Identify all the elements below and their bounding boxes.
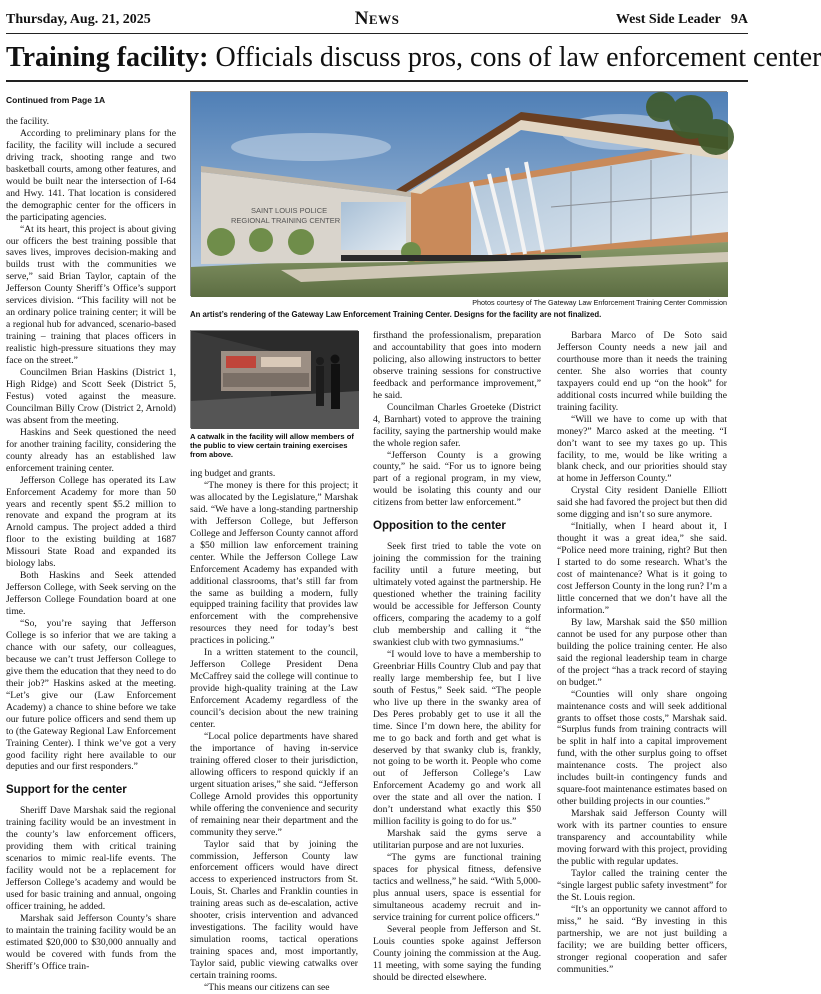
body-paragraph: “Local police departments have shared the importance of having in-service training offered closer to their jurisdiction, allowing officers to respond quickly if an urgent situation arises,” she said. “Jefferson College Arnold provides this opportunity while offering the convenience and security of remaining near their department and the community they serve.” <box>190 730 358 838</box>
body-paragraph: “I would love to have a membership to Greenbriar Hills Country Club and pay that really large membership fee, but I live south of Festus,” Seek said. “The people who live up there in the swanky area of Des Peres probably get to use it all the time. Since I’m down here, the ability for me to go back and forth and get what is deserved by that swanky club is, frankly, not going to be worth it. People who come out of Jefferson College’s Law Enforcement Academy go and work all over the state and all over the nation. I don’t understand what exactly this $50 million facility is going to do for us.” <box>373 648 541 828</box>
body-paragraph: “So, you’re saying that Jefferson College is so inferior that we are taking a chance with our safety, our colleagues, because we can’t trust Jefferson College to give them the education that they need to do their job?” Haskins asked at the meeting. “Let’s give our (Law Enforcement Academy) a chance to shine before we take our future police officers and send them up to (the Gateway Regional Law Enforcement Training Center). I think we’ve got a very good facility right here available to our deputies and our first responders.” <box>6 618 176 773</box>
body-paragraph: the facility. <box>6 116 50 127</box>
column-1 <box>6 88 176 973</box>
continued-from-label: Continued from Page 1A <box>6 95 106 105</box>
body-paragraph: Crystal City resident Danielle Elliott said she had favored the project but then did some digging and isn’t so sure anymore. <box>557 485 727 521</box>
body-paragraph: “Will we have to come up with that money?” Marco asked at the meeting. “I don’t want to see my taxes go up. This facility, to me, would be like writing a blank check, and our priorities should stay at home in Jefferson County.” <box>557 413 727 485</box>
body-paragraph: Both Haskins and Seek attended Jefferson College, with Seek serving on the Jefferson College Foundation board at one time. <box>6 570 176 618</box>
column-3 <box>373 330 541 984</box>
body-paragraph: By law, Marshak said the $50 million cannot be used for any purpose other than building the police training center. He also said the regional leadership team in charge of the project “has a track record of staying on budget.” <box>557 616 727 688</box>
subhead-support: Support for the center <box>6 784 127 797</box>
catwalk-photo <box>190 330 358 428</box>
building-rendering-illustration <box>191 92 728 297</box>
body-paragraph: Councilmen Brian Haskins (District 1, High Ridge) and Scott Seek (District 5, Festus) voted against the measure. Councilman Billy Crow (District 2, Arnold) was absent from the meeting. <box>6 367 176 426</box>
body-paragraph: “Initially, when I heard about it, I thought it was a great idea,” she said. “Police need more training, right? But then I started to do some research. What’s the cost of maintenance? What is it going to cost Jefferson County in the long run? I’m a little concerned that we don’t have all the information.” <box>557 521 727 616</box>
column-2 <box>190 468 358 994</box>
body-paragraph: “Jefferson County is a growing county,” he said. “For us to ignore being part of a regional program, in my view, would be isolating this county and our citizens from better law enforcement.” <box>373 449 541 509</box>
body-paragraph: Several people from Jefferson and St. Louis counties spoke against Jefferson County joining the commission at the Aug. 11 meeting, with some saying the funding should be directed elsewhere. <box>373 923 541 983</box>
body-paragraph: Haskins and Seek questioned the need for another training facility, considering the county already has an established law enforcement training center. <box>6 426 176 474</box>
headline-kicker: Training facility: <box>6 42 209 73</box>
body-paragraph: Barbara Marco of De Soto said Jefferson County needs a new jail and courthouse more than it needs the training center. She also worries that county taxpayers could end up “on the hook” for additional costs incurred while building the training facility. <box>557 330 727 413</box>
column-4 <box>557 330 727 975</box>
rendering-photo <box>190 91 727 296</box>
body-paragraph: Marshak said the gyms serve a utilitarian purpose and are not luxuries. <box>373 828 541 852</box>
body-paragraph: Councilman Charles Groeteke (District 4, Barnhart) voted to approve the training facility, saying the partnership would make the whole region safer. <box>373 401 541 449</box>
photo-credit: Photos courtesy of The Gateway Law Enforcement Training Center Commission <box>472 298 727 307</box>
body-paragraph: “This means our citizens can see <box>204 981 330 993</box>
photo-caption: An artist’s rendering of the Gateway Law Enforcement Training Center. Designs for the facility are not finalized. <box>190 310 602 319</box>
body-paragraph: Seek first tried to table the vote on joining the commission for the training facility until a future meeting, but ultimately voted against the partnership. He questioned whether the training facility would be accessible for Jefferson County officers, comparing the academy to a golf club membership and calling it “the swankiest club with two gymnasiums.” <box>373 541 541 648</box>
body-paragraph: Taylor said that by joining the commission, Jefferson County law enforcement officers would have direct access to experienced instructors from St. Louis, St. Charles and Franklin counties in training areas such as de-escalation, active shooter, crisis intervention and advanced investigations. The facility would have simulation rooms, tactical operations training spaces and, most importantly, Taylor said, public viewing catwalks over certain training rooms. <box>190 838 358 982</box>
body-paragraph: Marshak said Jefferson County will work with its partner counties to ensure transparency and accountability while moving forward with this project, providing the public with regular updates. <box>557 808 727 867</box>
catwalk-caption: A catwalk in the facility will allow members of the public to view certain training exercises from above. <box>190 432 354 460</box>
headline-deck: Officials discuss pros, cons of law enforcement center <box>215 42 821 73</box>
headline <box>6 42 821 74</box>
body-paragraph: Sheriff Dave Marshak said the regional training facility would be an investment in the county’s law enforcement officers, providing them with critical training scenarios to mimic real-life events. The facility would not be a replacement for Jefferson College’s academy and would be used for basic training and annual, ongoing officer training, he added. <box>6 805 176 913</box>
body-paragraph: “At its heart, this project is about giving our officers the best training possible that saves lives, improves decision-making and builds trust with the communities we serve,” said Brian Taylor, captain of the Jefferson County Sheriff’s Office’s support services division. “This facility will not be an ordinary police training center; it will be a regional hub for advanced, scenario-based training – training that places officers in realistic high-pressure situations they may face on the street.” <box>6 223 176 367</box>
issue-date: Thursday, Aug. 21, 2025 <box>6 12 151 27</box>
subhead-opposition: Opposition to the center <box>373 520 506 533</box>
svg-text:REGIONAL TRAINING CENTER: REGIONAL TRAINING CENTER <box>231 216 341 225</box>
headline-rule <box>6 80 748 82</box>
body-paragraph: “The gyms are functional training spaces for physical fitness, defensive tactics and wellness,” he said. “With 5,000-plus annual users, space is essential for simultaneous academy recruit and in-service training for current police officers.” <box>373 852 541 923</box>
body-paragraph: Jefferson College has operated its Law Enforcement Academy for more than 50 years and recently spent $5.2 million to renovate and expand the program at its Arnold campus. The project added a third floor to the existing building at 1687 Missouri State Road and expanded its biology labs. <box>6 474 176 570</box>
svg-text:SAINT LOUIS POLICE: SAINT LOUIS POLICE <box>251 206 328 215</box>
body-paragraph: “The money is there for this project; it was allocated by the Legislature,” Marshak said. “We have a long-standing partnership with Jefferson College, but Jefferson College and Jefferson County cannot afford a $50 million law enforcement training center. While the Jefferson College Law Enforcement Academy has expanded with additional classrooms, that’s still far from the same as building a modern, fully equipped training facility that provides law enforcement with the comprehensive resources they need for today’s best practices in policing.” <box>190 479 358 647</box>
catwalk-illustration <box>191 331 359 429</box>
body-paragraph: ing budget and grants. <box>190 468 276 479</box>
paper-name <box>616 12 748 28</box>
folio-bar <box>6 8 748 34</box>
body-paragraph: “It’s an opportunity we cannot afford to miss,” he said. “By investing in this partnership, we are not just building a facility; we are building better officers, stronger regional cooperation and safer communities.” <box>557 903 727 975</box>
body-paragraph: In a written statement to the council, Jefferson College President Dena McCaffrey said the college will continue to provide high-quality training at the Law Enforcement Academy regardless of the council’s decision about the new training center. <box>190 647 358 731</box>
body-paragraph: firsthand the professionalism, preparation and accountability that goes into modern policing, also allowing instructors to better observe training sessions for constructive feedback and performance improvement,” he said. <box>373 330 541 401</box>
page-number: 9A <box>730 12 748 27</box>
paper-title: West Side Leader <box>615 12 721 27</box>
body-paragraph: Marshak said Jefferson County’s share to maintain the training facility would be an estimated $20,000 to $30,000 annually and would be covered with funds from the Sheriff’s Office train- <box>6 913 176 972</box>
section-name: News <box>354 8 400 29</box>
body-paragraph: According to preliminary plans for the facility, the facility will include a secured driving track, shooting range and two basketball courts, among other features, and would be built near the intersection of I-64 and Hwy. 141. That location is considered the demographic center for the officers in the participating agencies. <box>6 127 176 223</box>
body-paragraph: “Counties will only share ongoing maintenance costs and will seek additional grants to offset those costs,” Marshak said. “Surplus funds from training contracts will be split in half into a capital improvement fund, with the other surplus going to offset maintenance costs. The project also includes built-in contingency funds and square-foot maintenance estimates based on other building projects in our counties.” <box>557 688 727 808</box>
body-paragraph: Taylor called the training center the “single largest public safety investment” for the St. Louis region. <box>557 867 727 903</box>
